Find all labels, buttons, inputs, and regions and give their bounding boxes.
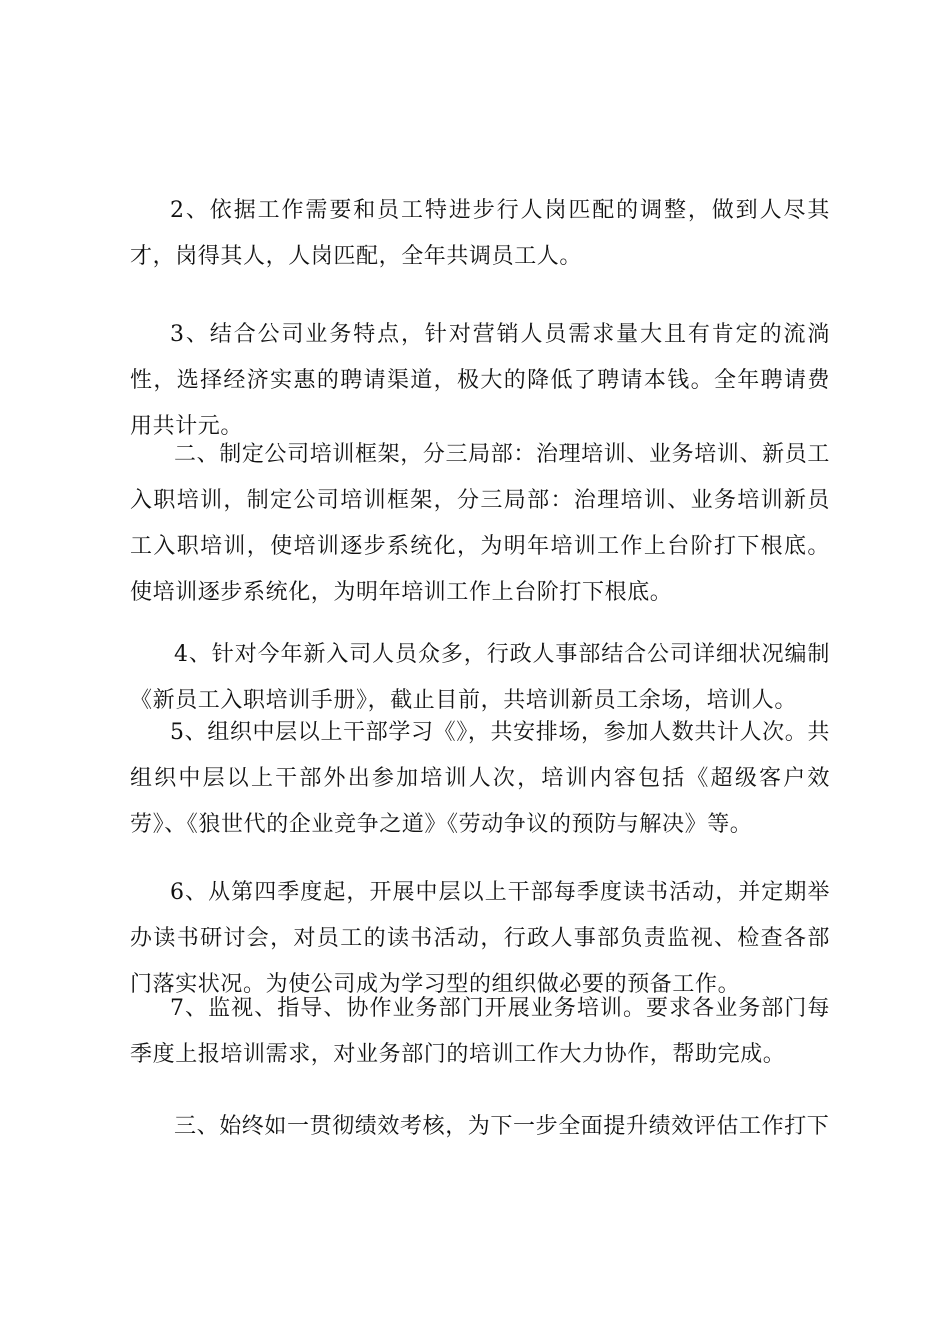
paragraph-training-framework: 二、制定公司培训框架，分三局部：治理培训、业务培训、新员工入职培训，制定公司培训框架，分三局部：治理培训、业务培训新员工入职培训，使培训逐步系统化，为明年培训工作上台阶打下根底。使培训逐步系统化，为明年培训工作上台阶打下根底。 [130, 442, 830, 605]
paragraph-performance-appraisal: 三、始终如一贯彻绩效考核，为下一步全面提升绩效评估工作打下 [174, 1114, 830, 1139]
paragraph-reading-activity: 6、从第四季度起，开展中层以上干部每季度读书活动，并定期举办读书研讨会，对员工的读书活动，行政人事部负责监视、检查各部门落实状况。为使公司成为学习型的组织做必要的预备工作。 [130, 880, 830, 997]
paragraph-new-employee-training: 4、针对今年新入司人员众多，行政人事部结合公司详细状况编制《新员工入职培训手册》，截止目前，共培训新员工余场，培训人。 [130, 642, 830, 713]
paragraph-job-matching: 2、依据工作需要和员工特进步行人岗匹配的调整，做到人尽其才，岗得其人，人岗匹配，全年共调员工人。 [130, 198, 830, 269]
paragraph-management-study: 5、组织中层以上干部学习《》，共安排场，参加人数共计人次。共组织中层以上干部外出参加培训人次，培训内容包括《超级客户效劳》、《狼世代的企业竞争之道》《劳动争议的预防与解决》等。 [130, 720, 830, 837]
paragraph-business-training: 7、监视、指导、协作业务部门开展业务培训。要求各业务部门每季度上报培训需求，对业务部门的培训工作大力协作，帮助完成。 [130, 996, 830, 1067]
paragraph-recruitment: 3、结合公司业务特点，针对营销人员需求量大且有肯定的流淌性，选择经济实惠的聘请渠道，极大的降低了聘请本钱。全年聘请费用共计元。 [130, 322, 830, 439]
